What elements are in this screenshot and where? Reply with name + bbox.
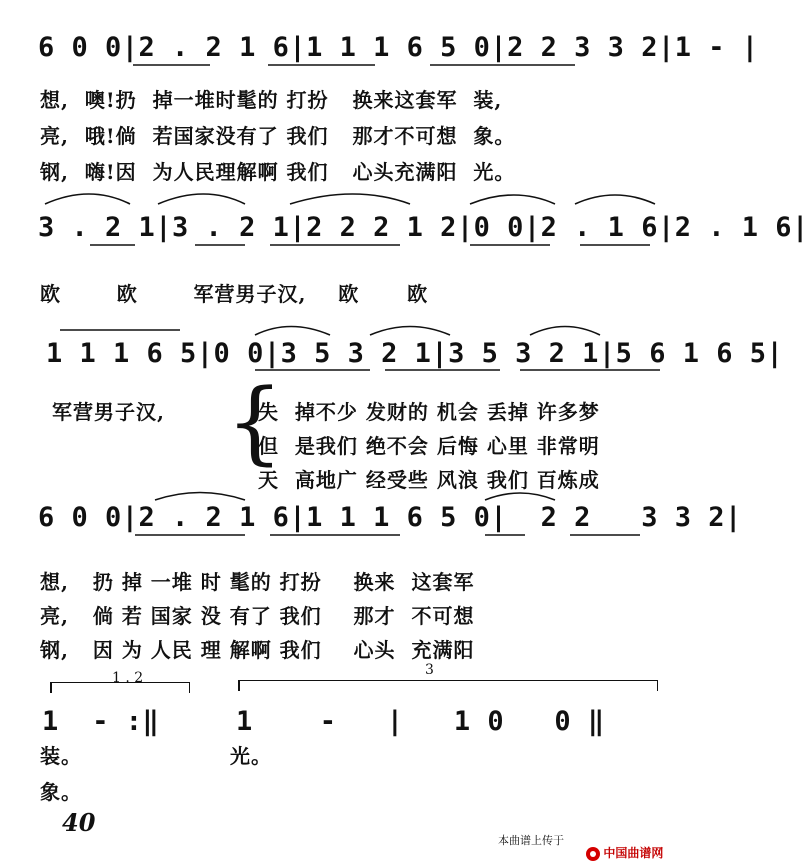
system4-notes: 6 0 0|2 . 2 1 6|1 1 1 6 5 0| 2 2 3 3 2| <box>38 502 742 533</box>
slur <box>45 194 130 204</box>
system5-notes-ending1: 1 - :‖ <box>42 706 160 737</box>
system2-notes: 3 . 2 1|3 . 2 1|2 2 2 1 2|0 0|2 . 1 6|2 . 1 6| <box>38 212 809 243</box>
slur <box>290 194 410 204</box>
system1-notes: 6 0 0|2 . 2 1 6|1 1 1 6 5 0|2 2 3 3 2|1 - | <box>38 32 759 63</box>
site-logo <box>578 830 663 861</box>
slur <box>470 195 555 204</box>
slur <box>158 194 245 204</box>
system5-notes-ending3: 1 - | 1 0 0 ‖ <box>236 706 605 737</box>
system1-lyric-3: 钢, 嗨!因 为人民理解啊 我们 心头充满阳 光。 <box>40 160 516 184</box>
site-logo-text: 中国曲谱网 <box>603 846 664 860</box>
ending-1-2-label: 1 . 2 <box>112 670 144 686</box>
site-logo-icon <box>586 847 600 861</box>
system4-lyric-2: 亮, 倘 若 国家 没 有了 我们 那才 不可想 <box>40 604 475 628</box>
system4-lyric-1: 想, 扔 掉 一堆 时 髦的 打扮 换来 这套军 <box>40 570 475 594</box>
ending-3-label: 3 <box>425 662 434 678</box>
ending-3-bracket <box>238 680 658 681</box>
slur <box>575 195 655 204</box>
slur <box>485 493 555 500</box>
page-number: 40 <box>62 808 96 837</box>
system3-notes: 1 1 1 6 5|0 0|3 5 3 2 1|3 5 3 2 1|5 6 1 6 5| <box>46 338 784 369</box>
system1-lyric-1: 想, 噢!扔 掉一堆时髦的 打扮 换来这套军 装, <box>40 88 503 112</box>
footer-upload-note: 本曲谱上传于 <box>498 834 564 847</box>
system4-lyric-3: 钢, 因 为 人民 理 解啊 我们 心头 充满阳 <box>40 638 475 662</box>
slur <box>255 327 330 336</box>
system1-lyric-2: 亮, 哦!倘 若国家没有了 我们 那才不可想 象。 <box>40 124 516 148</box>
system5-lyric-b: 光。 <box>230 744 272 768</box>
system2-lyric: 欧 欧 军营男子汉, 欧 欧 <box>40 282 429 306</box>
system3-brace: { <box>226 370 284 475</box>
slur <box>155 493 245 501</box>
system3-lyric-2: 但 是我们 绝不会 后悔 心里 非常明 <box>258 434 600 458</box>
system3-lyric-1: 失 掉不少 发财的 机会 丢掉 许多梦 <box>258 400 600 424</box>
system3-lead-lyric: 军营男子汉, <box>52 400 165 424</box>
system3-lyric-3: 天 高地广 经受些 风浪 我们 百炼成 <box>258 468 600 492</box>
system5-lyric-a1: 装。 <box>40 744 82 768</box>
system5-lyric-a2: 象。 <box>40 780 82 804</box>
slur <box>530 327 600 336</box>
slur <box>370 327 450 336</box>
